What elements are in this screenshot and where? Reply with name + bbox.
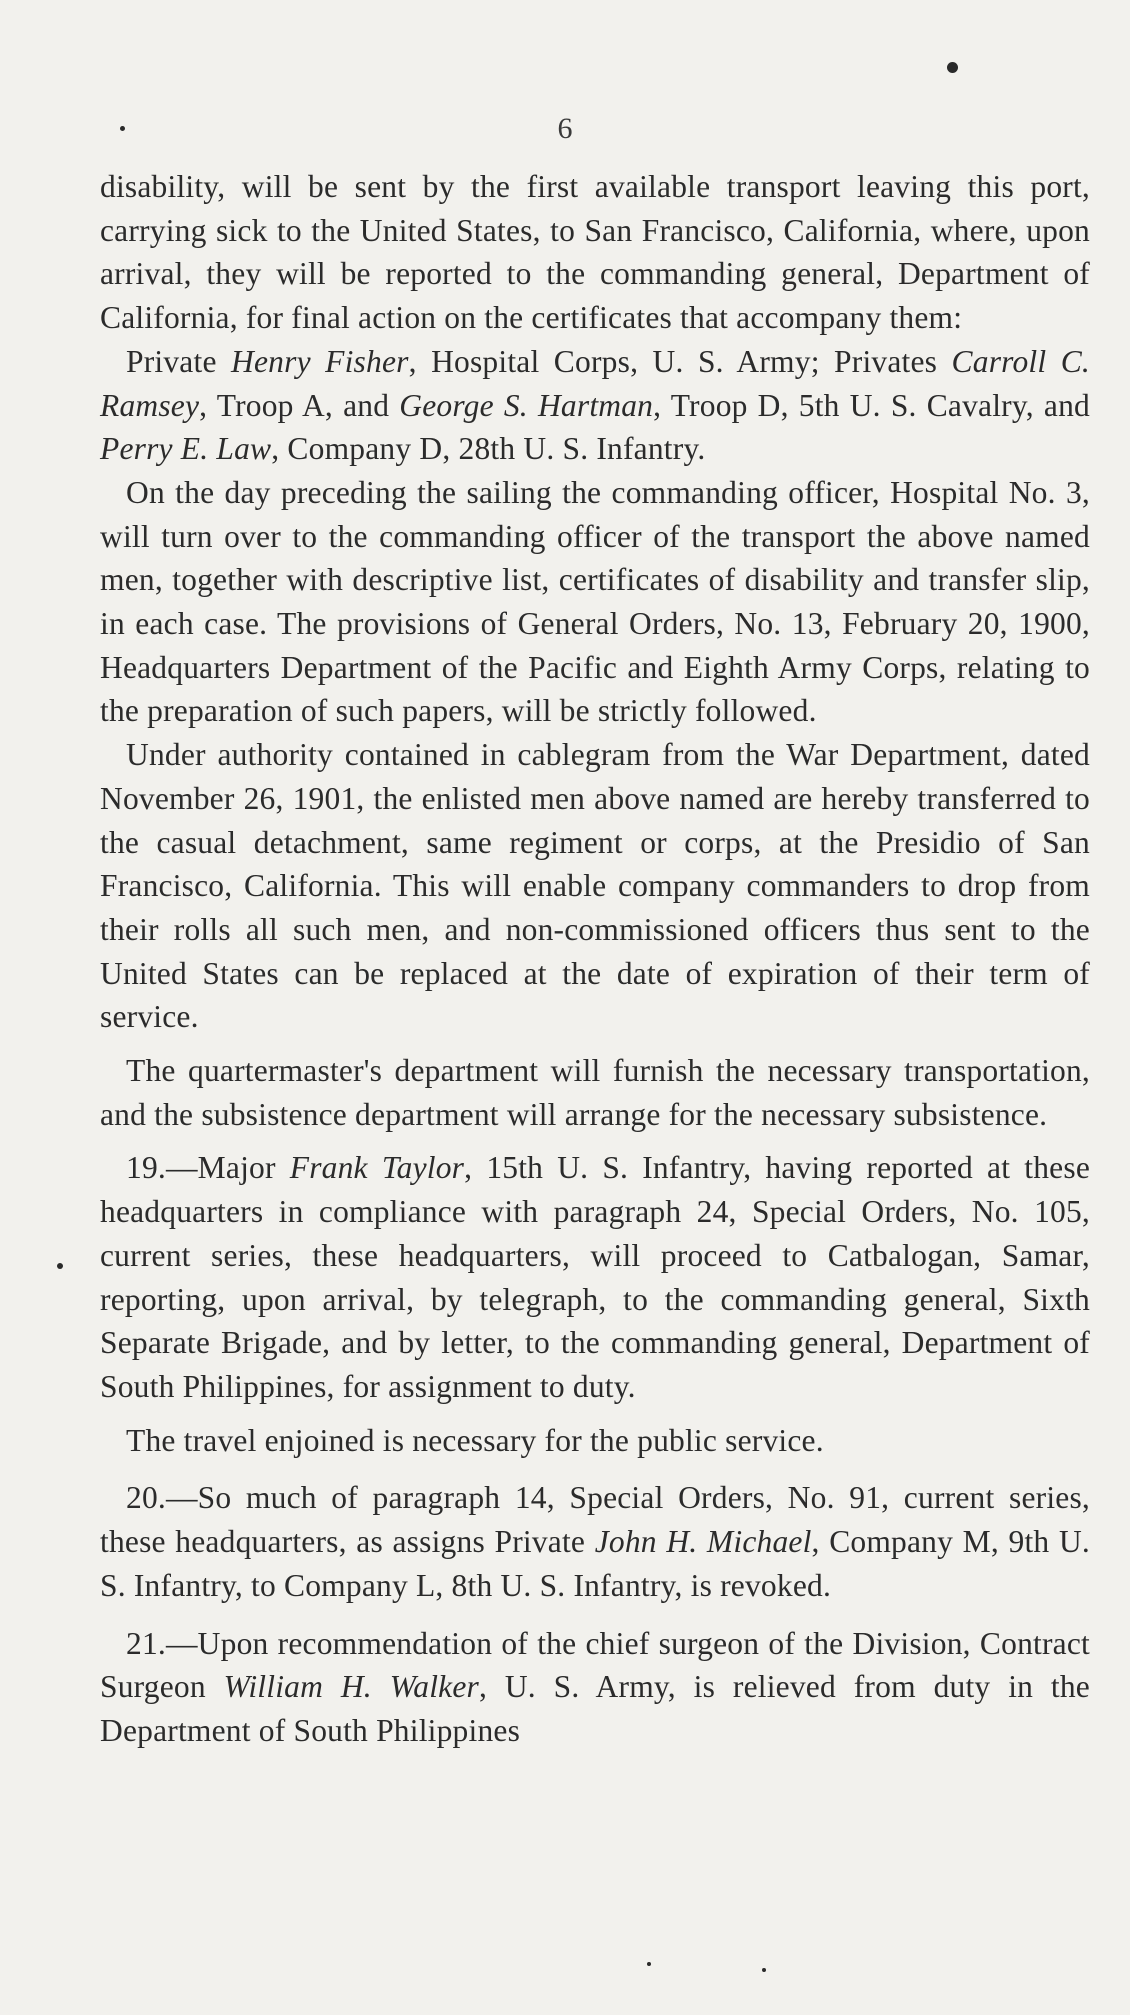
text-run: , U. S. Army, is relieved from duty in the Department of South Philippines xyxy=(100,1669,1090,1748)
text-run: , Company M, 9th U. S. Infantry, to Company L, 8th U. S. Infantry, is revoked. xyxy=(100,1524,1090,1603)
body-text xyxy=(100,165,1090,1753)
page-number: 6 xyxy=(557,112,573,145)
ink-speck xyxy=(120,126,125,131)
paragraph-p5 xyxy=(100,1049,1090,1136)
text-run: Private xyxy=(126,343,232,379)
person-name: John H. Michael xyxy=(594,1524,812,1560)
text-run: 21.—Upon recommendation of the chief surgeon of the Division, Contract Surgeon xyxy=(100,1625,1090,1705)
text-run: , Hospital Corps, U. S. Army; Privates xyxy=(408,343,952,379)
person-name: Perry E. Law xyxy=(100,431,272,467)
person-name: William H. Walker xyxy=(223,1669,479,1705)
person-name: George S. Hartman xyxy=(399,387,654,423)
text-run: The travel enjoined is necessary for the public service. xyxy=(126,1422,824,1458)
person-name: Carroll C. Ramsey xyxy=(100,343,1090,423)
text-run: , 15th U. S. Infantry, having reported at these headquarters in compliance with paragraph 24, Special Orders, No. 105, current series, these headquarters, will proceed to Catbalogan, Samar, reporting, upon arrival, by telegraph, to the commanding general, Sixth Separate Brigade, and by letter, to the commanding general, Department of South Philippines, for assignment to duty. xyxy=(100,1150,1091,1404)
paragraph-p8 xyxy=(100,1476,1090,1607)
paragraph-p6 xyxy=(100,1146,1090,1408)
text-run: On the day preceding the sailing the commanding officer, Hospital No. 3, will turn over to the commanding officer of the transport the above named men, together with descriptive list, certificates of disability and transfer slip, in each case. The provisions of General Orders, No. 13, February 20, 1900, Headquarters Department of the Pacific and Eighth Army Corps, relating to the preparation of such papers, will be strictly followed. xyxy=(100,474,1090,729)
text-run: , Company D, 28th U. S. Infantry. xyxy=(271,431,706,467)
ink-speck xyxy=(57,1263,63,1269)
text-run: , Troop D, 5th U. S. Cavalry, and xyxy=(653,387,1091,423)
text-run: The quartermaster's department will furnish the necessary transportation, and the subsistence department will arrange for the necessary subsistence. xyxy=(100,1053,1090,1132)
ink-speck xyxy=(647,1962,651,1966)
person-name: Frank Taylor xyxy=(289,1150,465,1186)
paragraph-p3 xyxy=(100,471,1090,733)
person-name: Henry Fisher xyxy=(231,343,409,379)
text-run: , Troop A, and xyxy=(199,387,400,423)
paragraph-p7 xyxy=(100,1419,1090,1463)
text-run: disability, will be sent by the first available transport leaving this port, carrying sick to the United States, to San Francisco, California, where, upon arrival, they will be reported to the commanding general, Department of California, for final action on the certificates that accompany them: xyxy=(100,169,1090,336)
ink-speck xyxy=(947,62,958,73)
text-run: Under authority contained in cablegram from the War Department, dated November 26, 1901, the enlisted men above named are hereby transferred to the casual detachment, same regiment or corps, at the Presidio of San Francisco, California. This will enable company commanders to drop from their rolls all such men, and non-commissioned officers thus sent to the United States can be replaced at the date of expiration of their term of service. xyxy=(100,737,1090,1035)
paragraph-p9 xyxy=(100,1622,1090,1753)
text-run: 19.—Major xyxy=(126,1150,290,1186)
paragraph-p1 xyxy=(100,165,1090,340)
paragraph-p2 xyxy=(100,340,1090,471)
paragraph-p4 xyxy=(100,733,1090,1039)
ink-speck xyxy=(762,1968,766,1972)
text-run: 20.—So much of paragraph 14, Special Orders, No. 91, current series, these headquarters, as assigns Private xyxy=(100,1480,1090,1560)
